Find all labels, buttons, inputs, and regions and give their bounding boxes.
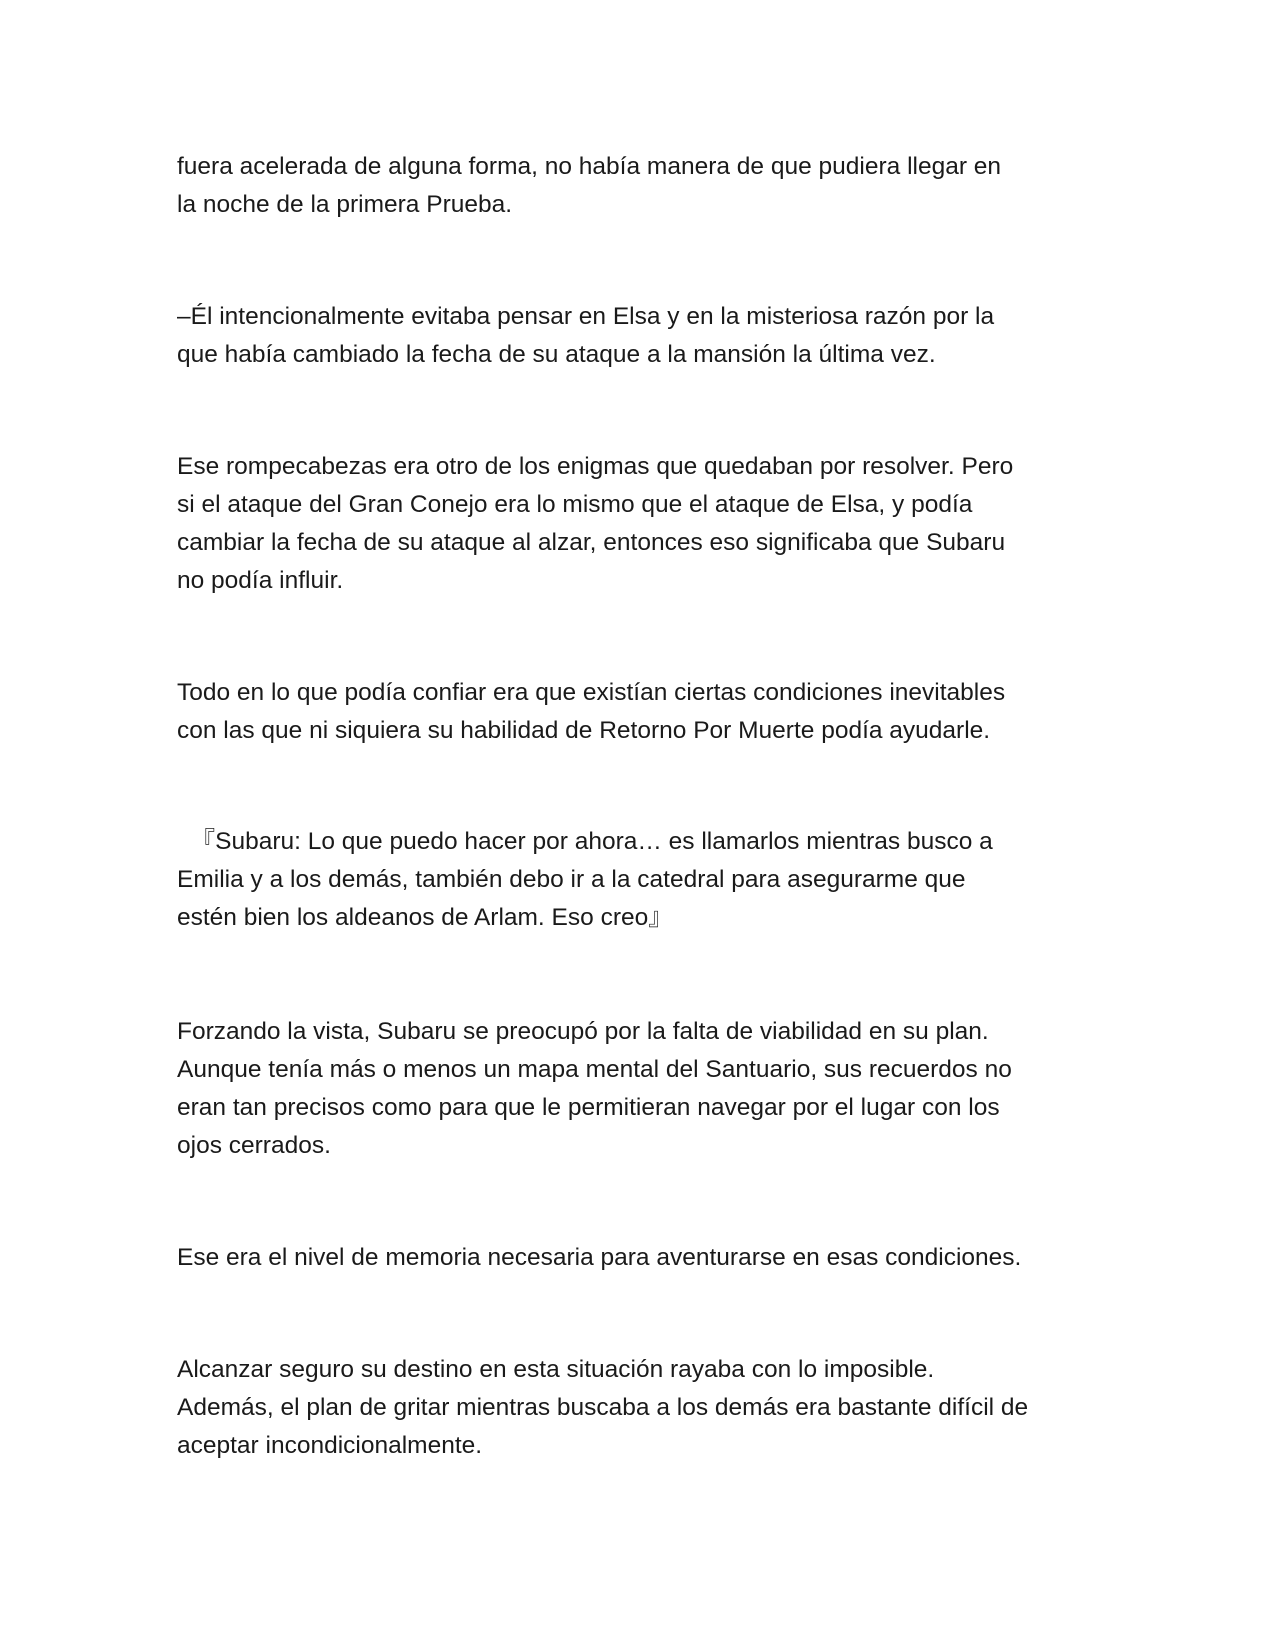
text-line: Ese rompecabezas era otro de los enigmas que quedaban por resolver. Pero (177, 453, 1014, 480)
paragraph-3 (177, 448, 1117, 600)
text-line: 『Subaru: Lo que puedo hacer por ahora… es llamarlos mientras busco a (177, 828, 993, 855)
text-line: eran tan precisos como para que le permitieran navegar por el lugar con los (177, 1094, 1000, 1121)
text-line: si el ataque del Gran Conejo era lo mismo que el ataque de Elsa, y podía (177, 491, 973, 518)
dialogue-paragraph (177, 823, 1117, 937)
text-line: no podía influir. (177, 567, 344, 594)
text-line: la noche de la primera Prueba. (177, 191, 513, 218)
text-line: Emilia y a los demás, también debo ir a la catedral para asegurarme que (177, 866, 966, 893)
paragraph-4 (177, 674, 1117, 750)
paragraph-1 (177, 148, 1117, 224)
text-line: Alcanzar seguro su destino en esta situación rayaba con lo imposible. (177, 1356, 935, 1383)
text-line: aceptar incondicionalmente. (177, 1432, 483, 1459)
paragraph-6 (177, 1013, 1117, 1165)
paragraph-2 (177, 298, 1117, 374)
text-line: Ese era el nivel de memoria necesaria para aventurarse en esas condiciones. (177, 1244, 1022, 1271)
paragraph-7 (177, 1239, 1117, 1277)
paragraph-8 (177, 1351, 1117, 1465)
text-line: Además, el plan de gritar mientras buscaba a los demás era bastante difícil de (177, 1394, 1029, 1421)
text-line: con las que ni siquiera su habilidad de Retorno Por Muerte podía ayudarle. (177, 717, 991, 744)
text-line: fuera acelerada de alguna forma, no había manera de que pudiera llegar en (177, 153, 1002, 180)
text-line: Todo en lo que podía confiar era que existían ciertas condiciones inevitables (177, 679, 1006, 706)
text-line: –Él intencionalmente evitaba pensar en Elsa y en la misteriosa razón por la (177, 303, 995, 330)
text-line: cambiar la fecha de su ataque al alzar, entonces eso significaba que Subaru (177, 529, 1006, 556)
text-line: ojos cerrados. (177, 1132, 331, 1159)
text-line: que había cambiado la fecha de su ataque a la mansión la última vez. (177, 341, 936, 368)
text-line: Aunque tenía más o menos un mapa mental del Santuario, sus recuerdos no (177, 1056, 1012, 1083)
text-line: estén bien los aldeanos de Arlam. Eso creo』 (177, 904, 673, 931)
text-line: Forzando la vista, Subaru se preocupó por la falta de viabilidad en su plan. (177, 1018, 989, 1045)
